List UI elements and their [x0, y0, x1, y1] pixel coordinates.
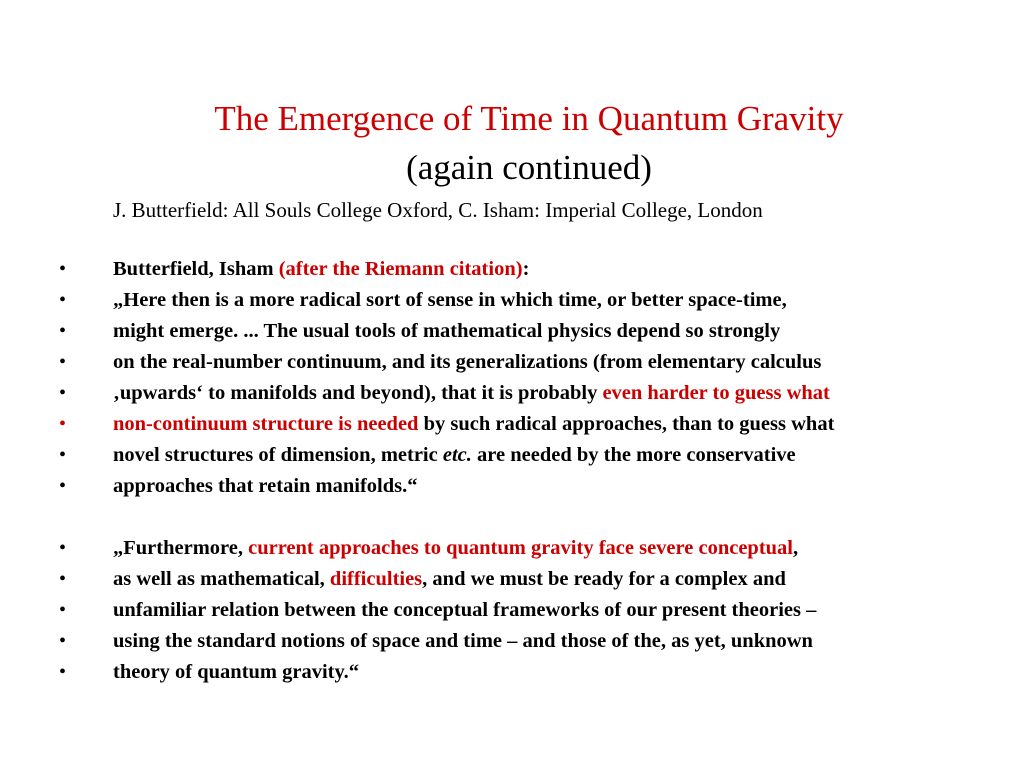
text-segment: , and we must be ready for a complex and: [422, 568, 786, 590]
bullet-line: [0, 533, 1024, 564]
bullet-text: [113, 471, 418, 502]
text-segment: theory of quantum gravity.“: [113, 661, 359, 683]
bullet-line: [0, 409, 1024, 440]
text-segment: on the real-number continuum, and its generalizations (from elementary calculus: [113, 351, 822, 373]
bullet-dot-icon: •: [59, 568, 67, 590]
bullet-text: [113, 626, 813, 657]
text-segment: novel structures of dimension, metric: [113, 444, 443, 466]
text-segment: „Here then is a more radical sort of sense in which time, or better space-time,: [113, 289, 787, 311]
text-segment: ,: [793, 537, 799, 559]
bullet-line: [0, 285, 1024, 316]
bullet-text: [113, 533, 798, 564]
bullet-text: [113, 347, 821, 378]
bullet-text: [113, 378, 830, 409]
bullet-line: [0, 657, 1024, 688]
bullet-dot-icon: •: [59, 599, 67, 621]
bullet-line: [0, 471, 1024, 502]
bullet-list: [0, 254, 1024, 688]
bullet-dot-icon: •: [59, 537, 67, 559]
bullet-text: [113, 564, 786, 595]
bullet-line: [0, 378, 1024, 409]
bullet-text: [113, 285, 787, 316]
text-segment: Butterfield, Isham: [113, 258, 279, 280]
text-segment: might emerge. ... The usual tools of mathematical physics depend so strongly: [113, 320, 781, 342]
bullet-dot-icon: •: [59, 351, 67, 373]
text-segment: approaches that retain manifolds.“: [113, 475, 418, 497]
highlighted-text: current approaches to quantum gravity face severe conceptual: [248, 537, 794, 559]
bullet-dot-icon: •: [59, 444, 67, 466]
bullet-line: [0, 440, 1024, 471]
bullet-text: [113, 409, 834, 440]
bullet-dot-icon: •: [59, 382, 67, 404]
bullet-dot-icon: •: [59, 413, 67, 435]
bullet-line: [0, 254, 1024, 285]
text-segment: using the standard notions of space and time – and those of the, as yet, unknown: [113, 630, 813, 652]
bullet-line: [0, 347, 1024, 378]
bullet-text: [113, 595, 816, 626]
highlighted-text: difficulties: [329, 568, 423, 590]
bullet-text: [113, 316, 780, 347]
bullet-text: [113, 254, 529, 285]
text-segment: ‚upwards‘ to manifolds and beyond), that it is probably: [113, 382, 603, 404]
text-segment: :: [522, 258, 530, 280]
author-affiliations: J. Butterfield: All Souls College Oxford, C. Isham: Imperial College, London: [113, 198, 763, 222]
paragraph-spacer: [0, 502, 1024, 533]
text-segment: by such radical approaches, than to guess what: [418, 413, 835, 435]
highlighted-text: non-continuum structure is needed: [113, 413, 419, 435]
slide-title: The Emergence of Time in Quantum Gravity: [214, 99, 844, 138]
bullet-text: [113, 440, 796, 471]
bullet-dot-icon: •: [59, 630, 67, 652]
bullet-line: [0, 316, 1024, 347]
text-segment: are needed by the more conservative: [471, 444, 796, 466]
bullet-dot-icon: •: [59, 320, 67, 342]
text-segment: unfamiliar relation between the conceptual frameworks of our present theories –: [113, 599, 817, 621]
bullet-text: [113, 657, 359, 688]
bullet-dot-icon: •: [59, 475, 67, 497]
bullet-line: [0, 626, 1024, 657]
bullet-dot-icon: •: [59, 289, 67, 311]
slide-subtitle: (again continued): [406, 148, 652, 187]
highlighted-text: even harder to guess what: [602, 382, 830, 404]
text-segment: as well as mathematical,: [113, 568, 330, 590]
bullet-dot-icon: •: [59, 258, 67, 280]
text-segment: etc.: [442, 444, 472, 466]
bullet-dot-icon: •: [59, 661, 67, 683]
bullet-line: [0, 595, 1024, 626]
text-segment: „Furthermore,: [113, 537, 249, 559]
bullet-line: [0, 564, 1024, 595]
highlighted-text: (after the Riemann citation): [278, 258, 523, 280]
